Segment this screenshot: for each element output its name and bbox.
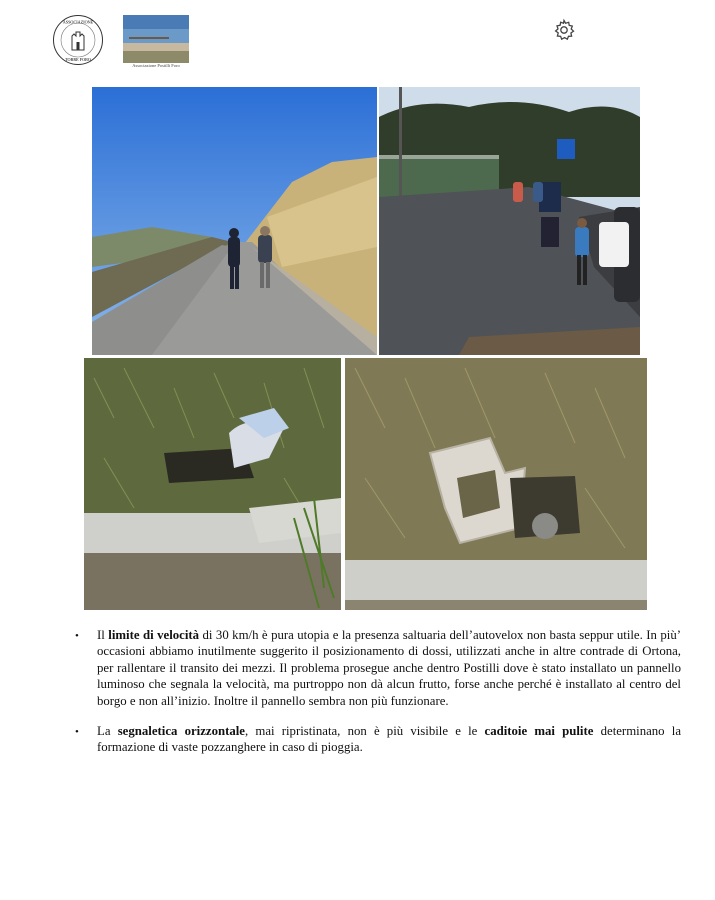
bullet-marker: • — [75, 630, 79, 642]
logo-caption: Associazione Postilli Foro — [132, 63, 180, 68]
list-item — [75, 723, 681, 756]
logo-bottom-text: TORRE FORO — [65, 57, 91, 62]
text-run: di 30 km/h è pura utopia e la presenza saltuaria dell’autovelox non basta seppur utile. In più’ occasioni abbiamo inutilmente suggerito il posizionamento di dossi, utilizzati anche in altre contrade di Ortona, per rallentare il transito dei mezzi. Il problema prosegue anche dentro Postilli dove è stato installato un pannello luminoso che segnala la velocità, ma purtroppo non dà alcun frutto, forse anche perché è installato al centro del borgo e non all’inizio. Inoltre il pannello sembra non più funzionare. — [97, 628, 681, 708]
association-torre-foro-logo — [52, 14, 104, 66]
road-walkers-photo — [92, 87, 377, 355]
text-run: determinano la formazione di vaste pozzanghere in caso di pioggia. — [97, 724, 682, 755]
bold-text: segnaletica orizzontale — [117, 724, 245, 739]
page-header — [0, 0, 715, 80]
drain-litter-image — [84, 358, 341, 610]
crosswalk-road-photo — [379, 87, 640, 355]
crosswalk-road-image — [379, 87, 640, 355]
broken-drain-cover-image — [345, 358, 647, 610]
body-text — [75, 627, 681, 770]
association-postilli-foro-logo — [123, 15, 189, 68]
broken-drain-cover-photo — [345, 358, 647, 610]
logo-top-text: ASSOCIAZIONE — [62, 19, 94, 25]
speed-limit-paragraph — [97, 627, 681, 709]
road-walkers-image — [92, 87, 377, 355]
road-markings-paragraph — [97, 723, 681, 756]
bold-text: limite di velocità — [108, 628, 200, 642]
text-run: Il — [97, 628, 109, 642]
bold-text: caditoie mai pulite — [484, 724, 594, 739]
bullet-marker: • — [75, 726, 79, 739]
list-item — [75, 627, 681, 709]
drain-litter-photo — [84, 358, 341, 610]
gear-icon[interactable] — [552, 18, 576, 42]
text-run: , mai ripristinata, non è più visibile e le — [244, 724, 485, 739]
text-run: La — [97, 724, 118, 739]
